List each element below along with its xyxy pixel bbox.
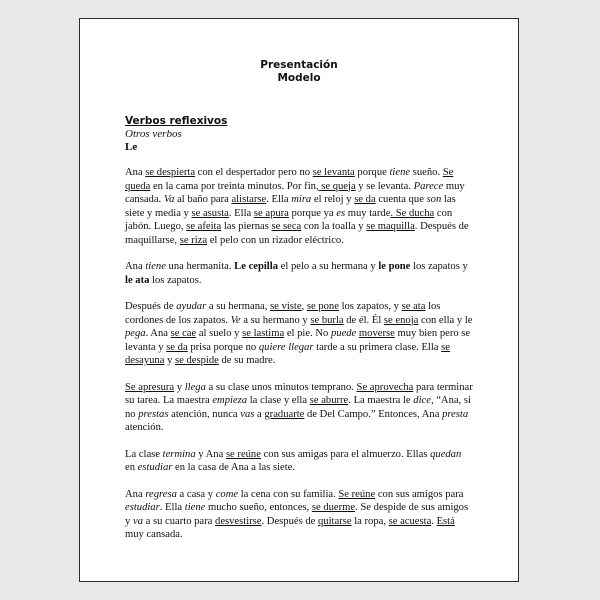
reflexive-verb: se da (166, 341, 188, 353)
text-run: . Después de maquillarse, (125, 221, 469, 246)
text-run: con el despertador pero no (195, 167, 313, 178)
text-run: . (431, 515, 437, 527)
text-run: porque ya (288, 207, 337, 219)
text-run: a (254, 408, 265, 420)
reflexive-verb: se afeita (186, 221, 222, 232)
text-run: el pelo a su hermana y (278, 261, 379, 272)
reflexive-verb: alistarse (231, 194, 267, 205)
reflexive-verb: se da (354, 194, 376, 205)
text-run: los zapatos, y (338, 301, 402, 312)
text-run: a casa y (176, 488, 216, 500)
paragraph (125, 381, 473, 435)
italic-verb: tiene (184, 502, 206, 513)
body-text (125, 166, 473, 542)
paragraph (125, 300, 473, 368)
italic-verb: Parece (413, 180, 444, 192)
reflexive-verb: . Se ducha (390, 207, 435, 219)
reflexive-verb: se cae (170, 328, 197, 339)
text-run: prisa porque no (187, 341, 259, 353)
reflexive-verb: se aburre (309, 395, 349, 406)
italic-verb: regresa (145, 488, 177, 500)
text-run: tarde a su primera clase. Ella (313, 341, 442, 353)
italic-verb: puede (330, 328, 357, 339)
text-run: de Del Campo.” Entonces, Ana (304, 408, 443, 420)
reflexive-verb: se despierta (145, 167, 196, 178)
text-run: el pie. No (284, 328, 331, 339)
italic-verb: ayudar (176, 301, 207, 312)
italic-verb: termina (162, 448, 196, 460)
italic-verb: empieza (212, 395, 248, 406)
text-run: con sus amigas para el almuerzo. Ellas (260, 448, 431, 460)
italic-verb: llega (184, 381, 206, 393)
reflexive-verb: se maquilla (366, 221, 415, 232)
reflexive-verb: se levanta (312, 167, 355, 178)
text-run: el pelo con un rizador eléctrico. (207, 234, 344, 246)
bold-verb: Le cepilla (234, 261, 278, 272)
reflexive-verb: se enoja (383, 314, 419, 326)
document-subtitle: Modelo (277, 72, 321, 84)
text-run: de él. Él (343, 314, 384, 326)
text-run: atención, nunca (168, 408, 241, 420)
reflexive-verb: Se reúne (338, 488, 376, 500)
text-run: y (174, 381, 185, 393)
text-run: La clase (125, 448, 163, 460)
text-run: a su hermano y (240, 314, 311, 326)
text-run: con jabón. Luego, (125, 207, 453, 232)
paragraph (125, 448, 473, 475)
reflexive-verb: graduarte (264, 408, 305, 420)
text-run: , (301, 301, 307, 312)
text-run: a su cuarto para (142, 515, 216, 527)
text-run: . Se despide de sus amigos y (125, 502, 469, 527)
italic-verb: dice (413, 395, 431, 406)
reflexive-verb: se acuesta (388, 515, 432, 527)
italic-verb: quiere llegar (258, 341, 314, 353)
italic-verb: es (336, 207, 346, 219)
reflexive-verb: se duerme (311, 502, 356, 513)
paragraph (125, 488, 473, 542)
text-run: con la toalla y (301, 221, 367, 232)
reflexive-verb: , se queja (315, 180, 356, 192)
text-run: Ana (125, 488, 146, 500)
text-run: para terminar su tarea. La maestra (125, 381, 473, 406)
italic-verb: estudiar (137, 462, 173, 473)
italic-verb: tiene (389, 167, 411, 178)
reflexive-verb: quitarse (318, 515, 352, 527)
reflexive-verb: se burla (310, 314, 344, 326)
reflexive-verb: se despide (175, 355, 219, 366)
reflexive-verb: se reúne (225, 448, 261, 460)
text-run: de su madre. (218, 355, 276, 366)
reflexive-verb: se ata (401, 301, 426, 312)
text-run: mucho sueño, entonces, (205, 502, 312, 513)
paragraph (125, 260, 473, 287)
text-run: Ana (125, 261, 146, 272)
text-run: Después de (125, 301, 177, 312)
text-run: al suelo y (196, 328, 243, 339)
text-run: muy tarde (345, 207, 391, 219)
reflexive-verb: se seca (271, 221, 302, 232)
text-run: muy bien pero se levanta y (125, 328, 471, 353)
paragraph (125, 166, 473, 247)
italic-verb: pega (125, 328, 146, 339)
reflexive-verb: se pone (306, 301, 339, 312)
text-run: al baño para (174, 194, 232, 205)
reflexive-verb: Se aprovecha (356, 381, 414, 393)
italic-verb: tiene (145, 261, 166, 272)
text-run: a su clase unos minutos temprano. (205, 381, 357, 393)
italic-verb: estudiar (125, 502, 160, 513)
text-run: y Ana (195, 448, 226, 460)
reflexive-verb: se apura (253, 207, 289, 219)
le-label: Le (125, 141, 138, 153)
text-run: en la cama por treinta minutos. Por fin (150, 180, 316, 192)
document-title: Presentación (260, 59, 338, 71)
text-run: la ropa, (351, 515, 389, 527)
text-run: una hermanita. (165, 261, 235, 272)
text-run: , “Ana, si no (125, 395, 471, 420)
subheading: Otros verbos (125, 128, 182, 140)
text-run: las piernas (221, 221, 272, 232)
text-run: y se levanta. (355, 180, 414, 192)
text-run: en (125, 462, 138, 473)
text-run: . Ella (228, 207, 254, 219)
reflexive-verb: desvestirse (215, 515, 262, 527)
section-heading: Verbos reflexivos (125, 115, 228, 127)
text-run: muy cansada. (125, 180, 465, 205)
text-run: a su hermana, (206, 301, 271, 312)
italic-verb: Va (163, 194, 175, 205)
reflexive-verb: se desayuna (125, 341, 450, 366)
text-run: los cordones de los zapatos. (125, 301, 441, 326)
italic-verb: mira (291, 194, 312, 205)
text-run: porque (354, 167, 390, 178)
text-run: los zapatos. (149, 274, 202, 286)
text-run: . Después de (261, 515, 318, 527)
italic-verb: va (132, 515, 143, 527)
bold-verb: le pone (378, 261, 411, 272)
text-run: y (164, 355, 176, 366)
text-run: muy cansada. (125, 529, 183, 540)
text-run: con ella y le (418, 314, 473, 326)
text-run: cuenta que (375, 194, 427, 205)
text-run: atención. (125, 422, 164, 433)
text-run: la clase y ella (247, 395, 310, 406)
reflexive-verb: se lastima (242, 328, 285, 339)
italic-verb: come (215, 488, 239, 500)
text-run: sueño. (410, 167, 443, 178)
reflexive-verb: Se apresura (125, 381, 175, 393)
italic-verb: son (426, 194, 442, 205)
bold-verb: le ata (125, 274, 150, 286)
text-run: los zapatos y (410, 261, 468, 272)
italic-verb: vas (240, 408, 255, 420)
text-run: en la casa de Ana a las siete. (172, 462, 296, 473)
document-page (79, 18, 519, 582)
reflexive-verb: se riza (179, 234, 208, 246)
text-run: las siete y media y (125, 194, 456, 219)
text-run: . Ella (159, 502, 185, 513)
reflexive-verb: Está (436, 515, 455, 527)
reflexive-verb: se viste (270, 301, 302, 312)
reflexive-verb: moverse (358, 328, 395, 339)
reflexive-verb: se asusta (191, 207, 229, 219)
italic-verb: presta (442, 408, 469, 420)
italic-verb: Ve (230, 314, 241, 326)
text-run: con sus amigos para (375, 488, 464, 500)
text-run: . La maestra le (348, 395, 414, 406)
text-run: . Ana (145, 328, 171, 339)
text-run: la cena con su familia. (238, 488, 339, 500)
text-run: el reloj y (311, 194, 355, 205)
text-run: . Ella (266, 194, 292, 205)
italic-verb: quedan (430, 448, 462, 460)
italic-verb: prestas (138, 408, 169, 420)
title-block (125, 59, 473, 85)
reflexive-verb: Se queda (125, 167, 454, 192)
text-run: Ana (125, 167, 146, 178)
